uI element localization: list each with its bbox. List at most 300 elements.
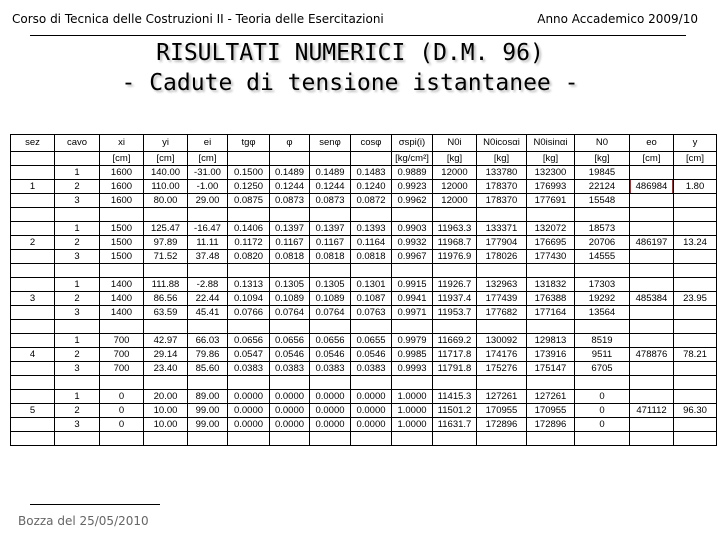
value-cell: 0.1244 (310, 180, 351, 194)
sez-cell (11, 278, 55, 292)
spacer-cell (630, 320, 674, 334)
n0-cell (630, 362, 674, 376)
value-cell: 132072 (527, 222, 575, 236)
n0-cell (630, 166, 674, 180)
value-cell: 0.0547 (228, 348, 270, 362)
spacer-cell (100, 264, 144, 278)
spacer-cell (55, 264, 100, 278)
value-cell: 20706 (575, 236, 630, 250)
value-cell: 0.0000 (351, 404, 392, 418)
value-cell: 0.0818 (270, 250, 310, 264)
value-cell: 173916 (527, 348, 575, 362)
spacer-cell (630, 432, 674, 446)
value-cell: 0.9889 (392, 166, 433, 180)
spacer-cell (351, 208, 392, 222)
value-cell: 133780 (477, 166, 527, 180)
spacer-cell (188, 208, 228, 222)
spacer-cell (310, 320, 351, 334)
value-cell: 0.1094 (228, 292, 270, 306)
value-cell: 0 (100, 404, 144, 418)
value-cell: 0.1244 (270, 180, 310, 194)
value-cell: 11953.7 (433, 306, 477, 320)
value-cell: 176388 (527, 292, 575, 306)
value-cell: 19292 (575, 292, 630, 306)
value-cell: 22.44 (188, 292, 228, 306)
value-cell: 3 (55, 250, 100, 264)
value-cell: 0.0872 (351, 194, 392, 208)
value-cell: 0.0763 (351, 306, 392, 320)
value-cell: 177691 (527, 194, 575, 208)
footer-divider (30, 504, 160, 505)
n0-highlight-box (630, 180, 674, 194)
value-cell: 18573 (575, 222, 630, 236)
value-cell: 1400 (100, 278, 144, 292)
spacer-cell (575, 264, 630, 278)
spacer-cell (392, 208, 433, 222)
value-cell: 0 (100, 390, 144, 404)
value-cell: 0.1406 (228, 222, 270, 236)
value-cell: 0.0000 (228, 404, 270, 418)
value-cell: 79.86 (188, 348, 228, 362)
spacer-cell (392, 376, 433, 390)
n0-cell (630, 390, 674, 404)
value-cell: 3 (55, 306, 100, 320)
table-spacer-row (11, 376, 717, 390)
value-cell: 1 (55, 222, 100, 236)
value-cell: 0.0000 (351, 418, 392, 432)
spacer-cell (433, 432, 477, 446)
eo-cell (674, 334, 717, 348)
value-cell: 0.1250 (228, 180, 270, 194)
n0-cell: 471112 (630, 404, 674, 418)
value-cell: 0.9967 (392, 250, 433, 264)
value-cell: 125.47 (144, 222, 188, 236)
spacer-cell (55, 376, 100, 390)
value-cell: 66.03 (188, 334, 228, 348)
value-cell: 11937.4 (433, 292, 477, 306)
spacer-cell (527, 376, 575, 390)
column-header: cavo (55, 135, 100, 152)
spacer-cell (575, 376, 630, 390)
value-cell: 132963 (477, 278, 527, 292)
unit-cell: [kg] (477, 152, 527, 166)
column-header: xi (100, 135, 144, 152)
spacer-cell (55, 208, 100, 222)
n0-cell (630, 194, 674, 208)
sez-cell (11, 334, 55, 348)
header-divider (30, 35, 686, 36)
value-cell: 6705 (575, 362, 630, 376)
value-cell: 0.1489 (310, 166, 351, 180)
eo-cell (674, 418, 717, 432)
n0-cell (630, 306, 674, 320)
spacer-cell (55, 432, 100, 446)
results-table-container (10, 134, 716, 446)
value-cell: 71.52 (144, 250, 188, 264)
value-cell: 12000 (433, 166, 477, 180)
value-cell: 3 (55, 194, 100, 208)
value-cell: 99.00 (188, 418, 228, 432)
column-header: eo (630, 135, 674, 152)
value-cell: 0.0383 (351, 362, 392, 376)
value-cell: -2.88 (188, 278, 228, 292)
value-cell: 0 (575, 404, 630, 418)
spacer-cell (392, 264, 433, 278)
value-cell: 1 (55, 166, 100, 180)
spacer-cell (100, 208, 144, 222)
value-cell: 0.0655 (351, 334, 392, 348)
value-cell: 0.0764 (270, 306, 310, 320)
table-spacer-row (11, 264, 717, 278)
eo-cell (674, 390, 717, 404)
value-cell: 11631.7 (433, 418, 477, 432)
value-cell: 177682 (477, 306, 527, 320)
sez-cell: 1 (11, 180, 55, 194)
value-cell: 97.89 (144, 236, 188, 250)
value-cell: 0.0000 (228, 418, 270, 432)
value-cell: 176993 (527, 180, 575, 194)
value-cell: 0.0875 (228, 194, 270, 208)
table-spacer-row (11, 320, 717, 334)
table-units-row (11, 152, 717, 166)
eo-cell: 23.95 (674, 292, 717, 306)
spacer-cell (433, 320, 477, 334)
value-cell: 0.1167 (270, 236, 310, 250)
spacer-cell (228, 376, 270, 390)
value-cell: 111.88 (144, 278, 188, 292)
eo-cell (674, 250, 717, 264)
value-cell: 2 (55, 292, 100, 306)
table-row (11, 180, 717, 194)
value-cell: 13564 (575, 306, 630, 320)
value-cell: 12000 (433, 194, 477, 208)
spacer-cell (630, 264, 674, 278)
table-spacer-row (11, 208, 717, 222)
value-cell: 15548 (575, 194, 630, 208)
value-cell: 0.1301 (351, 278, 392, 292)
value-cell: 1 (55, 278, 100, 292)
value-cell: 0.0818 (351, 250, 392, 264)
spacer-cell (100, 432, 144, 446)
value-cell: 17303 (575, 278, 630, 292)
unit-cell: [cm] (674, 152, 717, 166)
spacer-cell (477, 376, 527, 390)
value-cell: 0.9932 (392, 236, 433, 250)
table-row (11, 362, 717, 376)
column-header: yi (144, 135, 188, 152)
value-cell: 19845 (575, 166, 630, 180)
value-cell: 2 (55, 180, 100, 194)
sez-cell: 2 (11, 236, 55, 250)
eo-cell (674, 306, 717, 320)
unit-cell: [cm] (630, 152, 674, 166)
value-cell: 12000 (433, 180, 477, 194)
eo-cell: 1.80 (674, 180, 717, 194)
sez-cell (11, 250, 55, 264)
spacer-cell (100, 320, 144, 334)
value-cell: 1600 (100, 194, 144, 208)
spacer-cell (188, 320, 228, 334)
spacer-cell (228, 320, 270, 334)
value-cell: 1 (55, 334, 100, 348)
spacer-cell (527, 432, 575, 446)
value-cell: 3 (55, 362, 100, 376)
value-cell: 2 (55, 236, 100, 250)
value-cell: 11501.2 (433, 404, 477, 418)
n0-cell (630, 278, 674, 292)
value-cell: 170955 (527, 404, 575, 418)
spacer-cell (188, 264, 228, 278)
page-title: RISULTATI NUMERICI (D.M. 96) (156, 40, 544, 66)
value-cell: 1500 (100, 250, 144, 264)
spacer-cell (11, 432, 55, 446)
page-subtitle: - Cadute di tensione istantanee - (121, 70, 579, 96)
value-cell: -1.00 (188, 180, 228, 194)
value-cell: 0.9941 (392, 292, 433, 306)
spacer-cell (270, 264, 310, 278)
spacer-cell (477, 264, 527, 278)
column-header: N0isinαi (527, 135, 575, 152)
n0-cell: 486984 (630, 180, 674, 194)
table-row (11, 390, 717, 404)
spacer-cell (144, 376, 188, 390)
value-cell: 11.11 (188, 236, 228, 250)
value-cell: 170955 (477, 404, 527, 418)
column-header: N0 (575, 135, 630, 152)
value-cell: 0.9979 (392, 334, 433, 348)
value-cell: 0.1305 (310, 278, 351, 292)
value-cell: 0 (100, 418, 144, 432)
value-cell: 85.60 (188, 362, 228, 376)
column-header: tgφ (228, 135, 270, 152)
value-cell: 0.1313 (228, 278, 270, 292)
value-cell: 0.0000 (270, 404, 310, 418)
spacer-cell (188, 376, 228, 390)
spacer-cell (433, 376, 477, 390)
value-cell: 3 (55, 418, 100, 432)
eo-cell: 78.21 (674, 348, 717, 362)
spacer-cell (100, 376, 144, 390)
spacer-cell (477, 432, 527, 446)
spacer-cell (144, 264, 188, 278)
value-cell: 0.0873 (310, 194, 351, 208)
spacer-cell (310, 432, 351, 446)
value-cell: 0.0766 (228, 306, 270, 320)
value-cell: 175147 (527, 362, 575, 376)
eo-cell: 13.24 (674, 236, 717, 250)
value-cell: 1.0000 (392, 418, 433, 432)
value-cell: 131832 (527, 278, 575, 292)
value-cell: 0.1172 (228, 236, 270, 250)
value-cell: 14555 (575, 250, 630, 264)
n0-cell (630, 418, 674, 432)
value-cell: 89.00 (188, 390, 228, 404)
table-row (11, 418, 717, 432)
sez-cell (11, 194, 55, 208)
value-cell: 0.0818 (310, 250, 351, 264)
n0-cell: 486197 (630, 236, 674, 250)
value-cell: 177439 (477, 292, 527, 306)
spacer-cell (144, 320, 188, 334)
eo-cell (674, 222, 717, 236)
value-cell: 140.00 (144, 166, 188, 180)
value-cell: 0.0656 (310, 334, 351, 348)
value-cell: 0.0383 (270, 362, 310, 376)
course-title: Corso di Tecnica delle Costruzioni II - Teoria delle Esercitazioni (12, 12, 384, 26)
spacer-cell (11, 320, 55, 334)
value-cell: 0.1397 (270, 222, 310, 236)
value-cell: 0.0656 (270, 334, 310, 348)
spacer-cell (11, 208, 55, 222)
column-header: y (674, 135, 717, 152)
results-table (10, 134, 717, 446)
value-cell: 45.41 (188, 306, 228, 320)
n0-cell (630, 250, 674, 264)
sez-cell: 3 (11, 292, 55, 306)
spacer-cell (392, 320, 433, 334)
value-cell: 37.48 (188, 250, 228, 264)
value-cell: 172896 (527, 418, 575, 432)
value-cell: 1400 (100, 292, 144, 306)
table-row (11, 278, 717, 292)
table-spacer-row (11, 432, 717, 446)
value-cell: 8519 (575, 334, 630, 348)
sez-cell: 5 (11, 404, 55, 418)
value-cell: 0.0000 (270, 390, 310, 404)
value-cell: 99.00 (188, 404, 228, 418)
value-cell: 11926.7 (433, 278, 477, 292)
value-cell: 0.1393 (351, 222, 392, 236)
value-cell: 10.00 (144, 404, 188, 418)
value-cell: 0.1089 (270, 292, 310, 306)
eo-cell (674, 194, 717, 208)
column-header: senφ (310, 135, 351, 152)
unit-cell: [cm] (144, 152, 188, 166)
value-cell: 0 (575, 418, 630, 432)
spacer-cell (575, 208, 630, 222)
draft-date: Bozza del 25/05/2010 (18, 514, 149, 528)
value-cell: 1 (55, 390, 100, 404)
value-cell: 11963.3 (433, 222, 477, 236)
table-row (11, 236, 717, 250)
sez-cell (11, 390, 55, 404)
value-cell: 1600 (100, 180, 144, 194)
value-cell: 11968.7 (433, 236, 477, 250)
value-cell: 0.1483 (351, 166, 392, 180)
sez-cell (11, 166, 55, 180)
unit-cell (270, 152, 310, 166)
spacer-cell (674, 320, 717, 334)
unit-cell: [kg] (527, 152, 575, 166)
spacer-cell (270, 376, 310, 390)
spacer-cell (11, 376, 55, 390)
value-cell: 700 (100, 334, 144, 348)
value-cell: 0.0383 (310, 362, 351, 376)
value-cell: 11717.8 (433, 348, 477, 362)
value-cell: 11976.9 (433, 250, 477, 264)
value-cell: 177164 (527, 306, 575, 320)
value-cell: 0.0383 (228, 362, 270, 376)
value-cell: 0.0000 (310, 418, 351, 432)
value-cell: 11415.3 (433, 390, 477, 404)
spacer-cell (351, 376, 392, 390)
sez-cell (11, 418, 55, 432)
spacer-cell (55, 320, 100, 334)
value-cell: 175276 (477, 362, 527, 376)
value-cell: 132300 (527, 166, 575, 180)
value-cell: 2 (55, 404, 100, 418)
eo-cell: 96.30 (674, 404, 717, 418)
value-cell: 0.9985 (392, 348, 433, 362)
unit-cell: [kg/cm²] (392, 152, 433, 166)
value-cell: 0.1240 (351, 180, 392, 194)
table-row (11, 250, 717, 264)
spacer-cell (477, 208, 527, 222)
value-cell: 110.00 (144, 180, 188, 194)
spacer-cell (674, 264, 717, 278)
value-cell: 0.9903 (392, 222, 433, 236)
value-cell: 0.0820 (228, 250, 270, 264)
value-cell: 0.0656 (228, 334, 270, 348)
spacer-cell (477, 320, 527, 334)
value-cell: 0.0873 (270, 194, 310, 208)
spacer-cell (270, 320, 310, 334)
unit-cell: [cm] (100, 152, 144, 166)
value-cell: 0.1089 (310, 292, 351, 306)
value-cell: 172896 (477, 418, 527, 432)
spacer-cell (310, 208, 351, 222)
spacer-cell (228, 264, 270, 278)
spacer-cell (674, 432, 717, 446)
table-header-row (11, 135, 717, 152)
value-cell: -16.47 (188, 222, 228, 236)
eo-cell (674, 278, 717, 292)
spacer-cell (527, 320, 575, 334)
unit-cell: [cm] (188, 152, 228, 166)
spacer-cell (228, 432, 270, 446)
table-row (11, 292, 717, 306)
value-cell: 63.59 (144, 306, 188, 320)
spacer-cell (575, 320, 630, 334)
spacer-cell (351, 320, 392, 334)
value-cell: 86.56 (144, 292, 188, 306)
value-cell: 1.0000 (392, 390, 433, 404)
eo-cell (674, 362, 717, 376)
value-cell: 127261 (527, 390, 575, 404)
n0-cell: 485384 (630, 292, 674, 306)
unit-cell: [kg] (575, 152, 630, 166)
spacer-cell (433, 264, 477, 278)
eo-cell (674, 166, 717, 180)
value-cell: 11791.8 (433, 362, 477, 376)
sez-cell: 4 (11, 348, 55, 362)
sez-cell (11, 222, 55, 236)
spacer-cell (527, 264, 575, 278)
value-cell: 0.1397 (310, 222, 351, 236)
value-cell: 9511 (575, 348, 630, 362)
spacer-cell (228, 208, 270, 222)
spacer-cell (11, 264, 55, 278)
table-row (11, 348, 717, 362)
value-cell: 1400 (100, 306, 144, 320)
spacer-cell (674, 376, 717, 390)
spacer-cell (310, 264, 351, 278)
value-cell: 29.00 (188, 194, 228, 208)
table-row (11, 404, 717, 418)
spacer-cell (392, 432, 433, 446)
column-header: N0icosαi (477, 135, 527, 152)
spacer-cell (351, 264, 392, 278)
